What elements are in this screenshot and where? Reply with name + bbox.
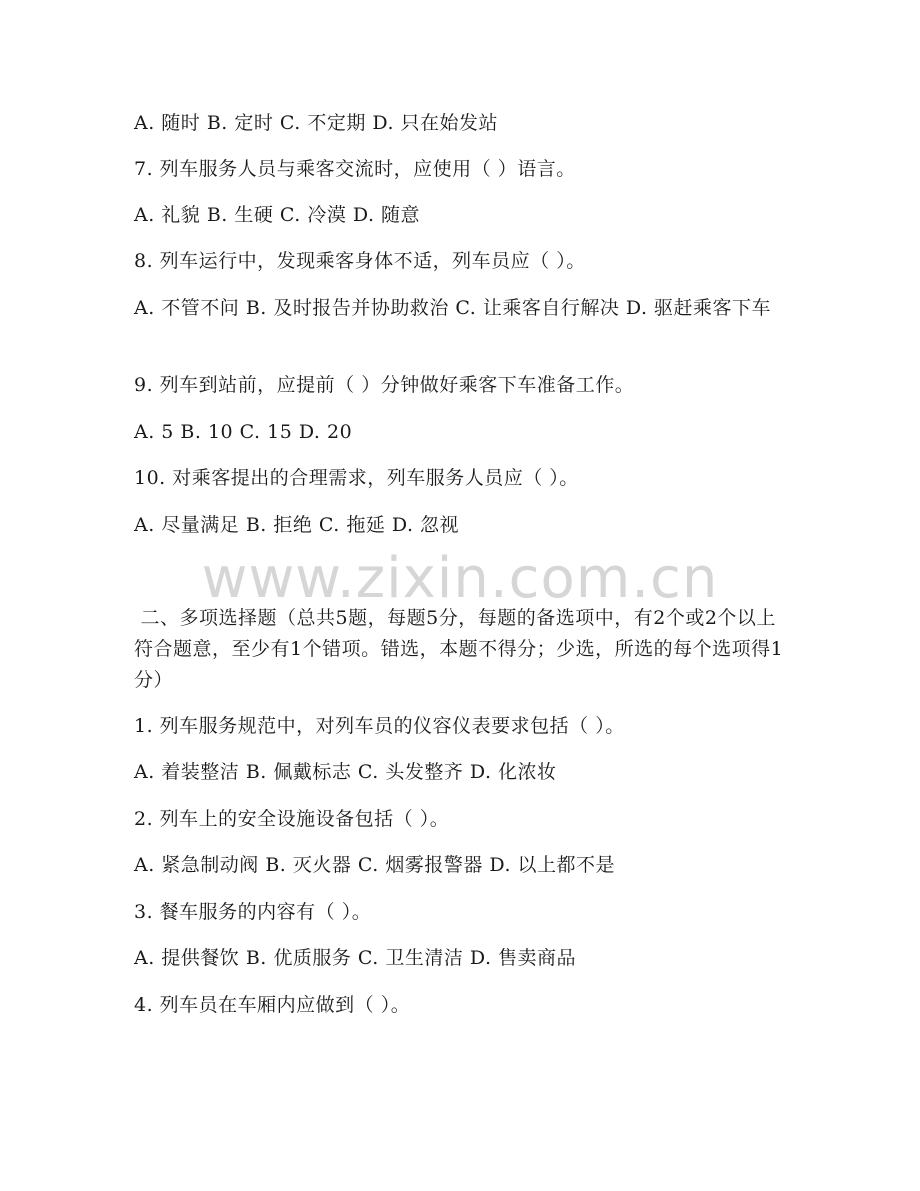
q7-options: A. 礼貌 B. 生硬 C. 冷漠 D. 随意 — [134, 204, 421, 226]
mq3-options: A. 提供餐饮 B. 优质服务 C. 卫生清洁 D. 售卖商品 — [134, 947, 577, 969]
mq1-options: A. 着装整洁 B. 佩戴标志 C. 头发整齐 D. 化浓妆 — [134, 761, 557, 783]
section-heading: 二、多项选择题（总共5题，每题5分，每题的备选项中，有2个或2个以上符合题意，至少有1个错项。错选，本题不得分；少选，所选的每个选项得1分） — [134, 607, 784, 691]
q9-question: 9. 列车到站前，应提前（ ）分钟做好乘客下车准备工作。 — [134, 374, 635, 396]
q10-question: 10. 对乘客提出的合理需求，列车服务人员应（ ）。 — [134, 467, 579, 489]
q10-options: A. 尽量满足 B. 拒绝 C. 拖延 D. 忽视 — [134, 514, 460, 536]
mq4-question: 4. 列车员在车厢内应做到（ ）。 — [134, 994, 411, 1016]
q9-options: A. 5 B. 10 C. 15 D. 20 — [134, 421, 353, 443]
mq3-question: 3. 餐车服务的内容有（ ）。 — [134, 901, 372, 923]
mq2-question: 2. 列车上的安全设施设备包括（ ）。 — [134, 808, 450, 830]
mq2-options: A. 紧急制动阀 B. 灭火器 C. 烟雾报警器 D. 以上都不是 — [134, 854, 616, 876]
watermark: www.zixin.com.cn — [201, 546, 719, 611]
q7-question: 7. 列车服务人员与乘客交流时，应使用（ ）语言。 — [134, 158, 576, 180]
q6-options: A. 随时 B. 定时 C. 不定期 D. 只在始发站 — [134, 112, 499, 134]
mq1-question: 1. 列车服务规范中，对列车员的仪容仪表要求包括（ ）。 — [134, 715, 625, 737]
q8-question: 8. 列车运行中，发现乘客身体不适，列车员应（ ）。 — [134, 250, 586, 272]
q8-options: A. 不管不问 B. 及时报告并协助救治 C. 让乘客自行解决 D. 驱赶乘客下车 — [134, 297, 772, 319]
